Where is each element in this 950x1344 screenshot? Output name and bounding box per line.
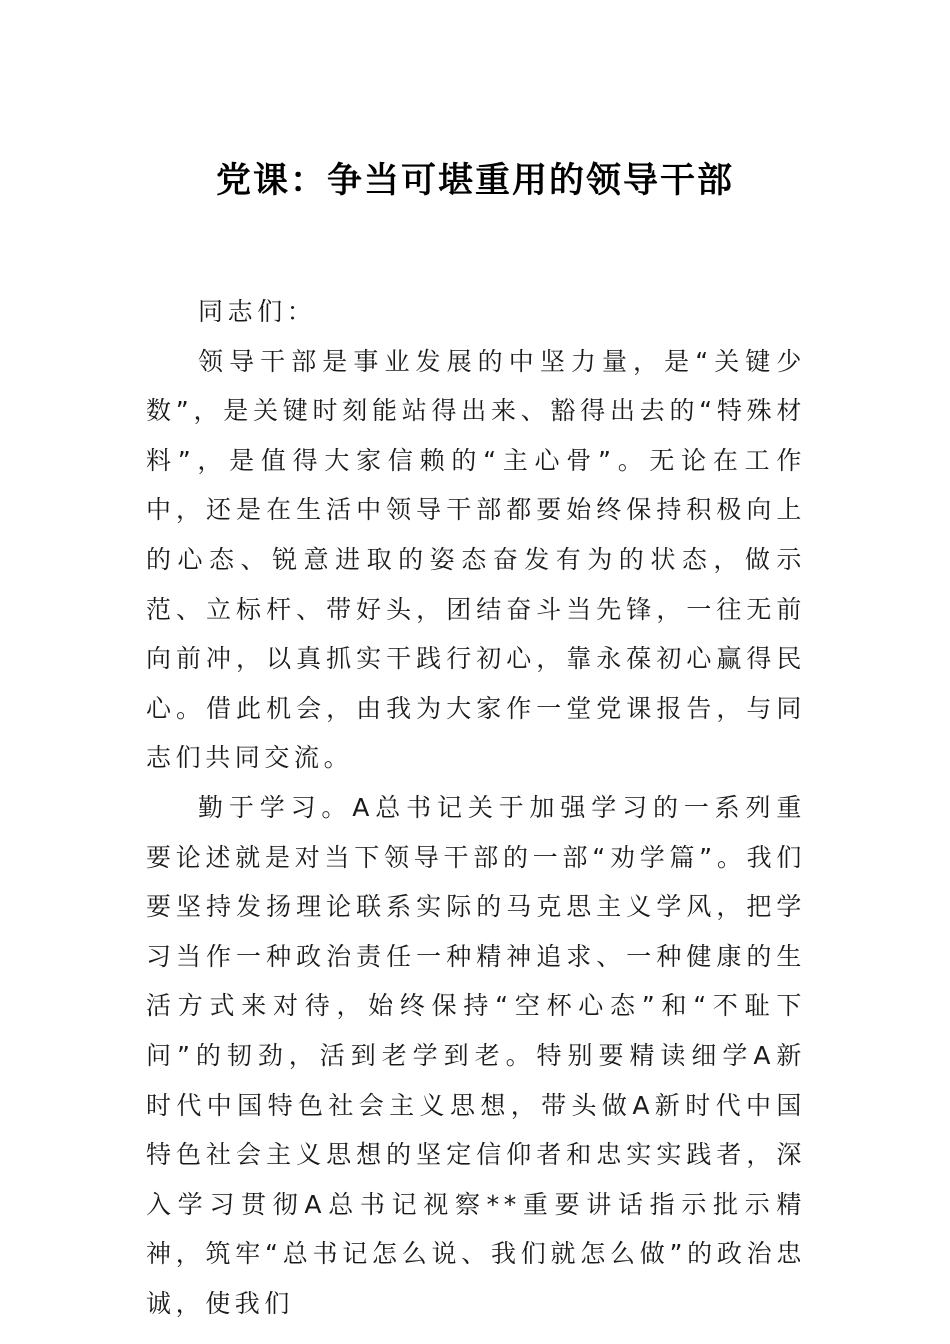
- paragraph-intro: 领导干部是事业发展的中坚力量，是“关键少数”，是关键时刻能站得出来、豁得出去的“特殊材料”，是值得大家信赖的“主心骨”。无论在工作中，还是在生活中领导干部都要始终保持积极向上的心态、锐意进取的姿态奋发有为的状态，做示范、立标杆、带好头，团结奋斗当先锋，一往无前向前冲，以真抓实干践行初心，靠永葆初心赢得民心。借此机会，由我为大家作一堂党课报告，与同志们共同交流。: [146, 346, 806, 773]
- document-title: 党课：争当可堪重用的领导干部: [215, 160, 734, 201]
- paragraph-study: 勤于学习。A总书记关于加强学习的一系列重要论述就是对当下领导干部的一部“劝学篇”。我们要坚持发扬理论联系实际的马克思主义学风，把学习当作一种政治责任一种精神追求、一种健康的生活方式来对待，始终保持“空杯心态”和“不耻下问”的韧劲，活到老学到老。特别要精读细学A新时代中国特色社会主义思想，带头做A新时代中国特色社会主义思想的坚定信仰者和忠实实践者，深入学习贯彻A总书记视察**重要讲话指示批示精神，筑牢“总书记怎么说、我们就怎么做”的政治忠诚，使我们: [146, 792, 806, 1318]
- salutation: 同志们：: [198, 297, 317, 326]
- document-body: [146, 287, 806, 1328]
